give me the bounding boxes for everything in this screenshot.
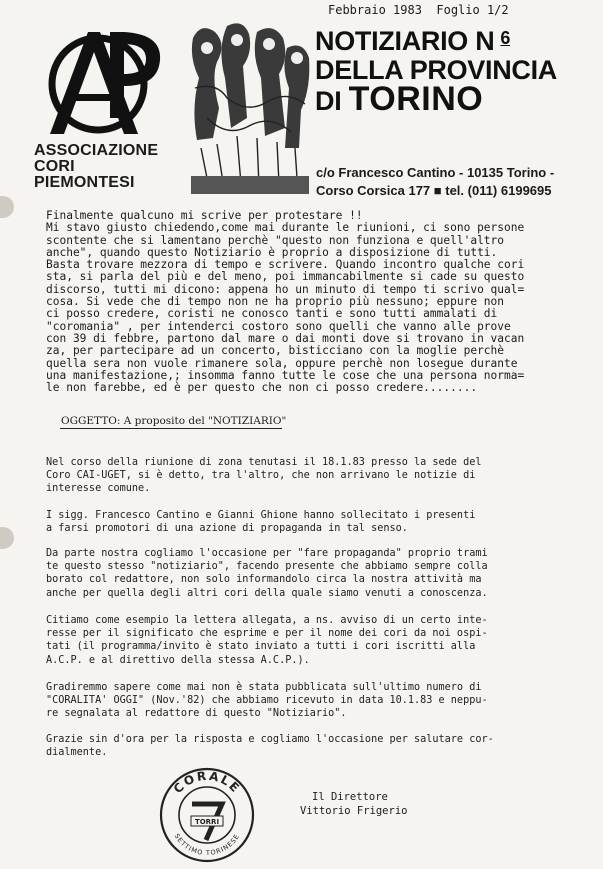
signature-block — [300, 790, 407, 818]
corale-stamp — [158, 766, 256, 864]
newsletter-title — [315, 24, 603, 116]
paragraph-line: "CORALITA' OGGI" (Nov.'82) che abbiamo ricevuto in data 10.1.83 e neppu- — [46, 695, 488, 707]
intro-line: sta, si parla del più e del meno, poi immancabilmente si cade su questo — [46, 270, 525, 284]
stamp-bottom-text: SETTIMO TORINESE — [172, 832, 242, 858]
org-line: PIEMONTESI — [34, 174, 135, 191]
paragraph — [46, 547, 566, 600]
org-line: CORI — [34, 158, 75, 175]
paragraph — [46, 733, 566, 759]
subject-underline — [60, 428, 282, 429]
stamp-center-text: TORRI — [194, 818, 220, 826]
punch-hole — [0, 527, 14, 549]
paragraph — [46, 456, 566, 496]
sheet-number: Foglio 1/2 — [436, 3, 509, 17]
organization-name — [34, 143, 158, 191]
intro-line: anche", quando questo Notiziario è proprio a disposizione di tutti. — [46, 245, 498, 259]
paragraph-line: Coro CAI-UGET, si è detto, tra l'altro, che non arrivano le notizie di — [46, 470, 476, 482]
paragraph-line: Nel corso della riunione di zona tenutasi il 18.1.83 presso la sede del — [46, 457, 482, 468]
intro-line: za, per partecipare ad un concerto, bisticciano con la moglie perchè — [46, 344, 505, 358]
contact-address — [316, 164, 554, 200]
signature-name: Vittorio Frigerio — [300, 805, 408, 817]
intro-line: "coromania" , per intenderci costoro sono quelli che vanno alle prove — [46, 319, 511, 333]
paragraph-line: borato col redattore, non solo informandolo circa la nostra attività ma — [46, 574, 482, 586]
intro-line: le non farebbe, ed è per questo che non ci posso credere........ — [46, 381, 478, 395]
intro-line: Mi stavo giusto chiedendo,come mai durante le riunioni, ci sono persone — [46, 221, 525, 235]
stamp-top-text: CORALE — [170, 768, 244, 797]
engraving-image — [187, 18, 313, 196]
punch-hole — [0, 196, 14, 218]
paragraph-line: anche per quella degli altri cori della quale siamo venuti a conoscenza. — [46, 587, 488, 599]
title-line-1: NOTIZIARIO N — [315, 26, 495, 56]
intro-line: discorso, tutti mi dicono: appena ho un minuto di tempo ti scrivo qual= — [46, 282, 525, 296]
title-line-2: DELLA PROVINCIA — [315, 55, 558, 85]
paragraph-line: interesse comune. — [46, 483, 151, 495]
paragraph-line: A.C.P. e al direttivo della stessa A.C.P.). — [46, 654, 310, 666]
intro-line: Basta trovare mezzora di tempo e scrivere. Quando incontro qualche cori — [46, 258, 525, 272]
intro-line: cosa. Si vede che di tempo non ne ha proprio più nessuno; eppure non — [46, 295, 505, 309]
intro-line: con 39 di febbre, partono dal mare o dai monti dove si trovano in vacan — [46, 331, 525, 345]
intro-line: Finalmente qualcuno mi scrive per protestare !! — [46, 209, 363, 222]
paragraph-line: Da parte nostra cogliamo l'occasione per "fare propaganda" proprio trami — [46, 548, 488, 559]
paragraph-line: resse per il significato che esprime e per il nome dei cori da noi ospi- — [46, 628, 488, 640]
paragraph-line: tati (il programma/invito è stato inviato a tutti i cori iscritti alla — [46, 641, 476, 653]
paragraph-line: Citiamo come esempio la lettera allegata, a ns. avviso di un certo inte- — [46, 615, 488, 626]
intro-text — [46, 210, 598, 394]
address-line: c/o Francesco Cantino - 10135 Torino - — [316, 165, 555, 180]
intro-line: quella sera non vuole rimanere sola, oppure perchè non losegue durante — [46, 356, 518, 370]
org-line: ASSOCIAZIONE — [34, 142, 159, 159]
address-line: Corso Corsica 177 ■ tel. (011) 6199695 — [316, 183, 552, 198]
acp-logo — [38, 22, 168, 140]
paragraph-line: Gradiremmo sapere come mai non è stata pubblicata sull'ultimo numero di — [46, 682, 482, 693]
paragraph-line: a farsi promotori di una azione di propaganda in tal senso. — [46, 523, 408, 535]
title-line-3-prefix: DI — [315, 86, 342, 116]
paragraph-line: re segnalata al redattore di questo "Notiziario". — [46, 708, 347, 720]
issue-number: 6 — [500, 28, 511, 48]
paragraph — [46, 681, 566, 721]
paragraph — [46, 614, 566, 667]
paragraph-line: I sigg. Francesco Cantino e Gianni Ghione hanno sollecitato i presenti — [46, 510, 476, 521]
signature-role: Il Direttore — [312, 791, 388, 803]
intro-line: ci posso credere, coristi ne conosco tanti e sono tutti ammalati di — [46, 307, 498, 321]
intro-line: una manifestazione,; insomma fanno tutte le cose che una persona norma= — [46, 368, 525, 382]
issue-month: Febbraio 1983 — [328, 3, 422, 17]
svg-text:CORALE — [171, 769, 244, 796]
paragraph-line: te questo stesso "notiziario", facendo presente che abbiamo sempre colla — [46, 561, 488, 573]
paragraph — [46, 509, 566, 535]
paragraph-line: dialmente. — [46, 747, 108, 759]
subject-heading: OGGETTO: A proposito del "NOTIZIARIO" — [61, 415, 287, 427]
paragraph-line: Grazie sin d'ora per la risposta e cogliamo l'occasione per salutare cor- — [46, 734, 494, 745]
intro-line: scontente che si lamentano perchè "questo non funziona e quell'altro — [46, 233, 505, 247]
title-line-3-main: TORINO — [348, 80, 484, 118]
issue-date — [328, 3, 509, 17]
